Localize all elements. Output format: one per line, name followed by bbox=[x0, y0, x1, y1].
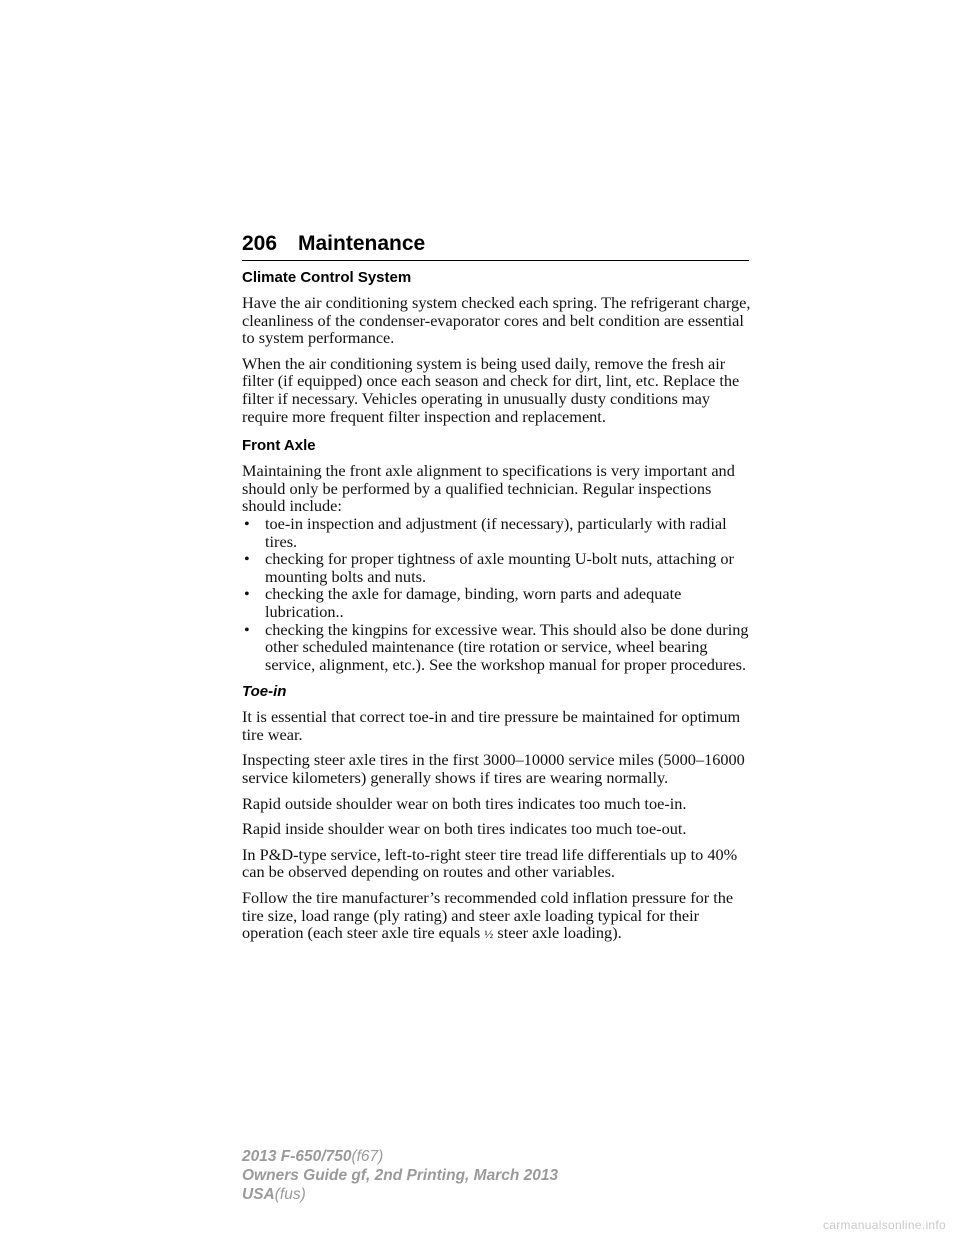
paragraph: Have the air conditioning system checked each spring. The refrigerant charge, cleanliness of the condenser-evaporator cores and belt condition are essential to system performance. bbox=[242, 293, 751, 348]
footer-model: 2013 F-650/750 bbox=[242, 1148, 352, 1165]
subsection-heading-toe-in: Toe-in bbox=[242, 683, 287, 701]
footer-printing: Owners Guide gf, 2nd Printing, March 2013 bbox=[242, 1167, 559, 1184]
paragraph-text: steer axle loading). bbox=[493, 923, 622, 943]
bullet-glyph: • bbox=[244, 584, 250, 604]
list-item bbox=[242, 585, 754, 620]
footer-line-2 bbox=[242, 1166, 558, 1185]
paragraph: Maintaining the front axle alignment to specifications is very important and should only be performed by a qualified technician. Regular inspections should include: bbox=[242, 461, 735, 516]
page-footer bbox=[242, 1147, 558, 1204]
paragraph: Rapid inside shoulder wear on both tires indicates too much toe-out. bbox=[242, 819, 687, 839]
list-item-text: checking the axle for damage, binding, worn parts and adequate lubrication.. bbox=[265, 584, 682, 621]
watermark-text: carmanualsonline.info bbox=[822, 1218, 946, 1232]
footer-model-code: (f67) bbox=[351, 1148, 384, 1165]
page-content bbox=[242, 269, 754, 952]
paragraph: In P&D-type service, left-to-right steer tire tread life differentials up to 40% can be observed depending on routes and other variables. bbox=[242, 844, 738, 882]
paragraph-text: Follow the tire manufacturer’s recommended cold inflation pressure for the tire size, load range (ply rating) and steer axle loading typical for their operation (each steer axle tire equals bbox=[242, 888, 734, 943]
bullet-glyph: • bbox=[244, 549, 250, 569]
inspection-list bbox=[242, 515, 754, 673]
paragraph bbox=[242, 889, 754, 944]
page-header bbox=[242, 232, 749, 261]
section-heading-front-axle: Front Axle bbox=[242, 437, 316, 455]
list-item-text: checking the kingpins for excessive wear. This should also be done during other scheduled maintenance (tire rotation or service, wheel bearing service, alignment, etc.). See the workshop manual for proper procedures. bbox=[265, 619, 749, 674]
paragraph: Rapid outside shoulder wear on both tires indicates too much toe-in. bbox=[242, 793, 687, 813]
chapter-title: Maintenance bbox=[298, 232, 426, 255]
list-item bbox=[242, 515, 754, 550]
footer-market-code: (fus) bbox=[274, 1186, 306, 1203]
list-item bbox=[242, 621, 754, 674]
bullet-glyph: • bbox=[244, 619, 250, 639]
paragraph: When the air conditioning system is being used daily, remove the fresh air filter (if equipped) once each season and check for dirt, lint, etc. Replace the filter if necessary. Vehicles operating in unusually dusty conditions may require more frequent filter inspection and replacement. bbox=[242, 353, 740, 426]
fraction-half: ½ bbox=[484, 927, 494, 942]
list-item bbox=[242, 550, 754, 585]
section-heading-climate: Climate Control System bbox=[242, 269, 412, 286]
list-item-text: checking for proper tightness of axle mounting U-bolt nuts, attaching or mounting bolts and nuts. bbox=[265, 549, 734, 586]
list-item-text: toe-in inspection and adjustment (if necessary), particularly with radial tires. bbox=[265, 513, 727, 551]
bullet-glyph: • bbox=[244, 513, 250, 533]
paragraph: It is essential that correct toe-in and tire pressure be maintained for optimum tire wear. bbox=[242, 707, 741, 744]
page-number: 206 bbox=[242, 232, 278, 255]
footer-line-1 bbox=[242, 1147, 558, 1166]
paragraph: Inspecting steer axle tires in the first 3000–10000 service miles (5000–16000 service kilometers) generally shows if tires are wearing normally. bbox=[242, 750, 745, 788]
footer-line-3 bbox=[242, 1185, 558, 1204]
footer-market: USA bbox=[242, 1186, 275, 1203]
